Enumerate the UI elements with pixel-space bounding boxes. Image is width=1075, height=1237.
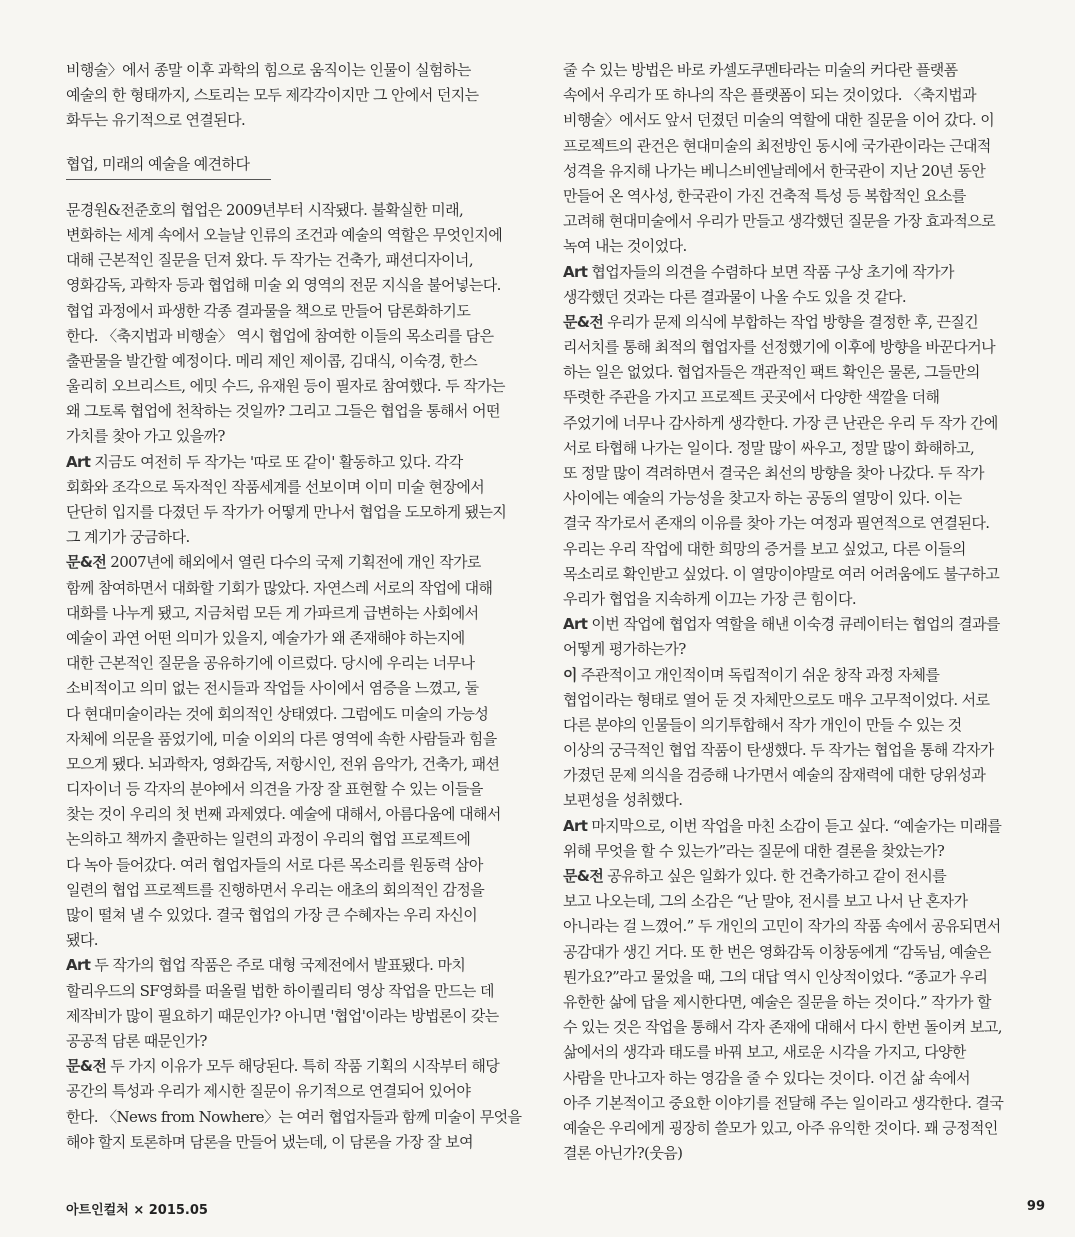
text-line [563, 1066, 1047, 1091]
line-text: 대화를 나누게 됐고, 지금처럼 모든 게 가파르게 급변하는 사회에서 [66, 603, 479, 622]
line-text: 이번 작업에 협업자 역할을 해낸 이숙경 큐레이터는 협업의 결과를 [591, 615, 1000, 634]
text-line [66, 1004, 550, 1029]
line-text: 두 작가의 협업 작품은 주로 대형 국제전에서 발표됐다. 마치 [94, 956, 466, 975]
line-text: 위해 무엇을 할 수 있는가”라는 질문에 대한 결론을 찾았는가? [563, 841, 945, 860]
text-line: 비행술〉에서 종말 이후 과학의 힘으로 움직이는 인물이 실험하는 [66, 61, 471, 79]
text-line: 예술의 한 형태까지, 스토리는 모두 제각각이지만 그 안에서 던지는 [66, 86, 479, 105]
text-line [563, 385, 1047, 410]
text-line [66, 676, 550, 701]
text-line [563, 159, 1047, 184]
speaker-label: 문&전 [563, 867, 604, 885]
text-line [66, 626, 550, 651]
line-text: 프로젝트의 관건은 현대미술의 최전방인 동시에 국가관이라는 근대적 [563, 136, 991, 155]
line-text: 가치를 찾아 가고 있을까? [66, 427, 225, 446]
text-line [563, 738, 1047, 763]
line-text: 한다. 〈News from Nowhere〉는 여러 협업자들과 함께 미술이 무엇을 [66, 1107, 522, 1126]
text-line [66, 752, 550, 777]
line-text: 울리히 오브리스트, 에밋 수드, 유재원 등이 필자로 참여했다. 두 작가는 [66, 377, 505, 396]
line-text: 디자이너 등 각자의 분야에서 의견을 가장 잘 표현할 수 있는 이들을 [66, 780, 483, 799]
page-footer [66, 1199, 1045, 1219]
text-line [563, 461, 1047, 486]
text-line [66, 525, 550, 550]
speaker-label: Art [66, 956, 91, 975]
text-line [66, 1054, 550, 1079]
text-line [66, 324, 550, 349]
text-line [563, 839, 1047, 864]
text-line [66, 1130, 550, 1155]
line-text: 대한 근본적인 질문을 공유하기에 이르렀다. 당시에 우리는 너무나 [66, 654, 475, 673]
text-line [66, 953, 550, 978]
line-text: 또 정말 많이 격려하면서 결국은 최선의 방향을 찾아 나갔다. 두 작가 [563, 464, 984, 482]
line-text: 결론 아닌가?(웃음) [563, 1144, 683, 1163]
line-text: 수 있는 것은 작업을 통해서 각자 존재에 대해서 다시 한번 돌이켜 보고, [563, 1018, 1002, 1037]
line-text: 많이 떨쳐 낼 수 있었다. 결국 협업의 가장 큰 수혜자는 우리 자신이 [66, 906, 478, 925]
text-line: 화두는 유기적으로 연결된다. [66, 111, 246, 130]
text-line [66, 601, 550, 626]
text-line [66, 853, 550, 878]
line-text: 문경원&전준호의 협업은 2009년부터 시작됐다. 불확실한 미래, [66, 200, 464, 219]
line-text: 고려해 현대미술에서 우리가 만들고 생각했던 질문을 가장 효과적으로 [563, 212, 995, 231]
text-line [563, 713, 1047, 738]
left-body [66, 198, 550, 1155]
right-body [563, 58, 1047, 1166]
line-text: 제작비가 많이 필요하기 때문인가? 아니면 '협업'이라는 방법론이 갖는 [66, 1006, 499, 1025]
line-text: 2007년에 해외에서 열린 다수의 국제 기획전에 개인 작가로 [110, 553, 481, 572]
line-text: 결국 작가로서 존재의 이유를 찾아 가는 여정과 필연적으로 연결된다. [563, 514, 990, 533]
text-line [66, 928, 550, 953]
left-column [66, 58, 550, 1155]
text-line [66, 576, 550, 601]
text-line [563, 108, 1047, 133]
line-text: 비행술〉에서도 앞서 던졌던 미술의 역할에 대한 질문을 이어 갔다. 이 [563, 111, 995, 130]
text-line [66, 903, 550, 928]
text-line [563, 1040, 1047, 1065]
text-line [66, 248, 550, 273]
line-text: 생각했던 것과는 다른 결과물이 나올 수도 있을 것 같다. [563, 287, 907, 306]
text-line [563, 486, 1047, 511]
line-text: 뚜렷한 주관을 가지고 프로젝트 곳곳에서 다양한 색깔을 더해 [563, 388, 940, 407]
line-text: 사이에는 예술의 가능성을 찾고자 하는 공동의 열망이 있다. 이는 [563, 489, 962, 508]
line-text: 할리우드의 SF영화를 떠올릴 법한 하이퀄리티 영상 작업을 만드는 데 [66, 981, 494, 1000]
line-text: 사람을 만나고자 하는 영감을 줄 수 있다는 것이다. 이건 삶 속에서 [563, 1068, 970, 1087]
line-text: 협업이라는 형태로 열어 둔 것 자체만으로도 매우 고무적이었다. 서로 [563, 690, 990, 709]
text-line [563, 335, 1047, 360]
line-text: 대해 근본적인 질문을 던져 왔다. 두 작가는 건축가, 패션디자이너, [66, 251, 473, 270]
line-text: 우리가 문제 의식에 부합하는 작업 방향을 결정한 후, 끈질긴 [607, 312, 979, 331]
line-text: 다른 분야의 인물들이 의기투합해서 작가 개인이 만들 수 있는 것 [563, 715, 962, 734]
text-line [563, 134, 1047, 159]
line-text: 어떻게 평가하는가? [563, 640, 686, 659]
text-line [563, 511, 1047, 536]
line-text: 그 계기가 궁금하다. [66, 528, 190, 547]
speaker-label: 문&전 [66, 1057, 107, 1076]
text-line [563, 360, 1047, 385]
intro-paragraph [66, 58, 550, 134]
text-line [563, 1141, 1047, 1166]
text-line [563, 965, 1047, 990]
text-line [563, 411, 1047, 436]
line-text: 논의하고 책까지 출판하는 일련의 과정이 우리의 협업 프로젝트에 [66, 830, 471, 849]
text-line [563, 1091, 1047, 1116]
line-text: 함께 참여하면서 대화할 기회가 많았다. 자연스레 서로의 작업에 대해 [66, 578, 493, 597]
text-line [66, 399, 550, 424]
text-line [66, 374, 550, 399]
line-text: 서로 타협해 나가는 일이다. 정말 많이 싸우고, 정말 많이 화해하고, [563, 438, 975, 457]
text-line [563, 310, 1047, 335]
speaker-label: 문&전 [563, 312, 604, 331]
text-line [66, 777, 550, 802]
line-text: 주관적이고 개인적이며 독립적이기 쉬운 창작 과정 자체를 [580, 665, 940, 684]
line-text: 회화와 조각으로 독자적인 작품세계를 선보이며 이미 미술 현장에서 [66, 477, 485, 496]
line-text: 목소리로 확인받고 싶었다. 이 열망이야말로 여러 어려움에도 불구하고 [563, 564, 1000, 583]
line-text: 공감대가 생긴 거다. 또 한 번은 영화감독 이창동에게 “감독님, 예술은 [563, 942, 991, 961]
text-line [66, 878, 550, 903]
text-line [66, 1029, 550, 1054]
line-text: 두 가지 이유가 모두 해당된다. 특히 작품 기획의 시작부터 해당 [110, 1057, 500, 1076]
line-text: 예술이 과연 어떤 의미가 있을지, 예술가가 왜 존재해야 하는지에 [66, 628, 465, 647]
line-text: 뭔가요?”라고 물었을 때, 그의 대답 역시 인상적이었다. “종교가 우리 [563, 967, 988, 986]
text-line [66, 1105, 550, 1130]
speaker-label: Art [563, 262, 588, 281]
line-text: 성격을 유지해 나가는 베니스비엔날레에서 한국관이 지난 20년 동안 [563, 161, 986, 180]
line-text: 아니라는 걸 느꼈어.” 두 개인의 고민이 작가의 작품 속에서 공유되면서 [563, 917, 1001, 936]
line-text: 이상의 궁극적인 협업 작품이 탄생했다. 두 작가는 협업을 통해 각자가 [563, 741, 994, 760]
line-text: 변화하는 세계 속에서 오늘날 인류의 조건과 예술의 역할은 무엇인지에 [66, 225, 503, 244]
line-text: 속에서 우리가 또 하나의 작은 플랫폼이 되는 것이었다. 〈축지법과 [563, 86, 977, 105]
text-line [563, 763, 1047, 788]
line-text: 다 녹아 들어갔다. 여러 협업자들의 서로 다른 목소리를 원동력 삼아 [66, 855, 483, 874]
text-line [66, 651, 550, 676]
text-line [66, 500, 550, 525]
line-text: 지금도 여전히 두 작가는 '따로 또 같이' 활동하고 있다. 각각 [94, 452, 463, 471]
text-line [66, 727, 550, 752]
line-text: 자체에 의문을 품었기에, 미술 이외의 다른 영역에 속한 사람들과 힘을 [66, 729, 497, 748]
text-line [66, 1079, 550, 1104]
text-line [66, 223, 550, 248]
text-line [66, 702, 550, 727]
text-line [563, 612, 1047, 637]
text-line [563, 1015, 1047, 1040]
text-line [563, 814, 1047, 839]
text-line [563, 940, 1047, 965]
line-text: 됐다. [66, 931, 98, 950]
line-text: 협업 과정에서 파생한 각종 결과물을 책으로 만들어 담론화하기도 [66, 301, 471, 320]
line-text: 왜 그토록 협업에 천착하는 것일까? 그리고 그들은 협업을 통해서 어떤 [66, 402, 500, 421]
speaker-label: Art [563, 615, 588, 634]
line-text: 우리는 우리 작업에 대한 희망의 증거를 보고 싶었고, 다른 이들의 [563, 539, 966, 558]
line-text: 공간의 특성과 우리가 제시한 질문이 유기적으로 연결되어 있어야 [66, 1082, 471, 1101]
text-line [563, 663, 1047, 688]
right-column [563, 58, 1047, 1166]
text-line [563, 864, 1047, 889]
text-line [563, 234, 1047, 259]
line-text: 한다. 〈축지법과 비행술〉 역시 협업에 참여한 이들의 목소리를 담은 [66, 326, 494, 345]
text-line [66, 827, 550, 852]
line-text: 줄 수 있는 방법은 바로 카셀도쿠멘타라는 미술의 커다란 플랫폼 [563, 61, 958, 79]
line-text: 단단히 입지를 다졌던 두 작가가 어떻게 만나서 협업을 도모하게 됐는지 [66, 503, 507, 522]
line-text: 다 현대미술이라는 것에 회의적인 상태였다. 그럼에도 미술의 가능성 [66, 704, 489, 723]
line-text: 주었기에 너무나 감사하게 생각한다. 가장 큰 난관은 우리 두 작가 간에 [563, 413, 998, 432]
text-line [66, 450, 550, 475]
line-text: 모으게 됐다. 뇌과학자, 영화감독, 저항시인, 전위 음악가, 건축가, 패션 [66, 754, 500, 773]
text-line [563, 587, 1047, 612]
text-line [66, 299, 550, 324]
speaker-label: 이 [563, 665, 577, 684]
text-line [563, 688, 1047, 713]
text-line [563, 562, 1047, 587]
line-text: 소비적이고 의미 없는 전시들과 작업들 사이에서 염증을 느꼈고, 둘 [66, 679, 479, 698]
page-number: 99 [1026, 1199, 1045, 1214]
line-text: 일련의 협업 프로젝트를 진행하면서 우리는 애초의 회의적인 감정을 [66, 880, 485, 899]
line-text: 하는 일은 없었다. 협업자들은 객관적인 팩트 확인은 물론, 그들만의 [563, 363, 980, 382]
text-line [563, 58, 1047, 83]
text-line [66, 349, 550, 374]
text-line [563, 788, 1047, 813]
line-text: 마지막으로, 이번 작업을 마친 소감이 듣고 싶다. “예술가는 미래를 [591, 816, 1002, 835]
text-line [66, 802, 550, 827]
text-line [563, 436, 1047, 461]
line-text: 협업자들의 의견을 수렴하다 보면 작품 구상 초기에 작가가 [591, 262, 954, 281]
text-line [563, 184, 1047, 209]
speaker-label: Art [563, 816, 588, 835]
text-line [66, 979, 550, 1004]
speaker-label: 문&전 [66, 553, 107, 572]
text-line [563, 914, 1047, 939]
line-text: 영화감독, 과학자 등과 협업해 미술 외 영역의 전문 지식을 불어넣는다. [66, 276, 501, 295]
text-line [66, 198, 550, 223]
line-text: 해야 할지 토론하며 담론을 만들어 냈는데, 이 담론을 가장 잘 보여 [66, 1132, 473, 1151]
line-text: 아주 기본적이고 중요한 이야기를 전달해 주는 일이라고 생각한다. 결국 [563, 1093, 1004, 1112]
line-text: 공유하고 싶은 일화가 있다. 한 건축가하고 같이 전시를 [607, 867, 947, 885]
text-line [563, 260, 1047, 285]
speaker-label: Art [66, 452, 91, 471]
line-text: 유한한 삶에 답을 제시한다면, 예술은 질문을 하는 것이다.” 작가가 할 [563, 992, 991, 1011]
line-text: 만들어 온 역사성, 한국관이 가진 건축적 특성 등 복합적인 요소를 [563, 186, 966, 205]
text-line [563, 209, 1047, 234]
text-line [66, 475, 550, 500]
section-heading: 협업, 미래의 예술을 예견하다 [66, 152, 271, 180]
text-line [66, 550, 550, 575]
line-text: 녹여 내는 것이었다. [563, 237, 687, 256]
text-line [563, 285, 1047, 310]
text-line [66, 273, 550, 298]
line-text: 보고 나오는데, 그의 소감은 “난 말야, 전시를 보고 나서 난 혼자가 [563, 892, 968, 911]
text-line [563, 1116, 1047, 1141]
line-text: 보편성을 성취했다. [563, 791, 683, 810]
line-text: 삶에서의 생각과 태도를 바꿔 보고, 새로운 시각을 가지고, 다양한 [563, 1043, 966, 1062]
line-text: 리서치를 통해 최적의 협업자를 선정했기에 이후에 방향을 바꾼다거나 [563, 338, 995, 357]
text-line [563, 637, 1047, 662]
text-line [563, 537, 1047, 562]
text-line [563, 889, 1047, 914]
text-line [563, 83, 1047, 108]
text-line [66, 424, 550, 449]
line-text: 공공적 담론 때문인가? [66, 1031, 207, 1050]
line-text: 우리가 협업을 지속하게 이끄는 가장 큰 힘이다. [563, 589, 857, 608]
publication-info: 아트인컬처 × 2015.05 [66, 1203, 208, 1218]
line-text: 찾는 것이 우리의 첫 번째 과제였다. 예술에 대해서, 아름다움에 대해서 [66, 805, 501, 824]
line-text: 예술은 우리에게 굉장히 쓸모가 있고, 아주 유익한 것이다. 꽤 긍정적인 [563, 1118, 998, 1137]
line-text: 출판물을 발간할 예정이다. 메리 제인 제이콥, 김대식, 이숙경, 한스 [66, 351, 478, 370]
line-text: 가졌던 문제 의식을 검증해 나가면서 예술의 잠재력에 대한 당위성과 [563, 766, 986, 785]
text-line [563, 990, 1047, 1015]
